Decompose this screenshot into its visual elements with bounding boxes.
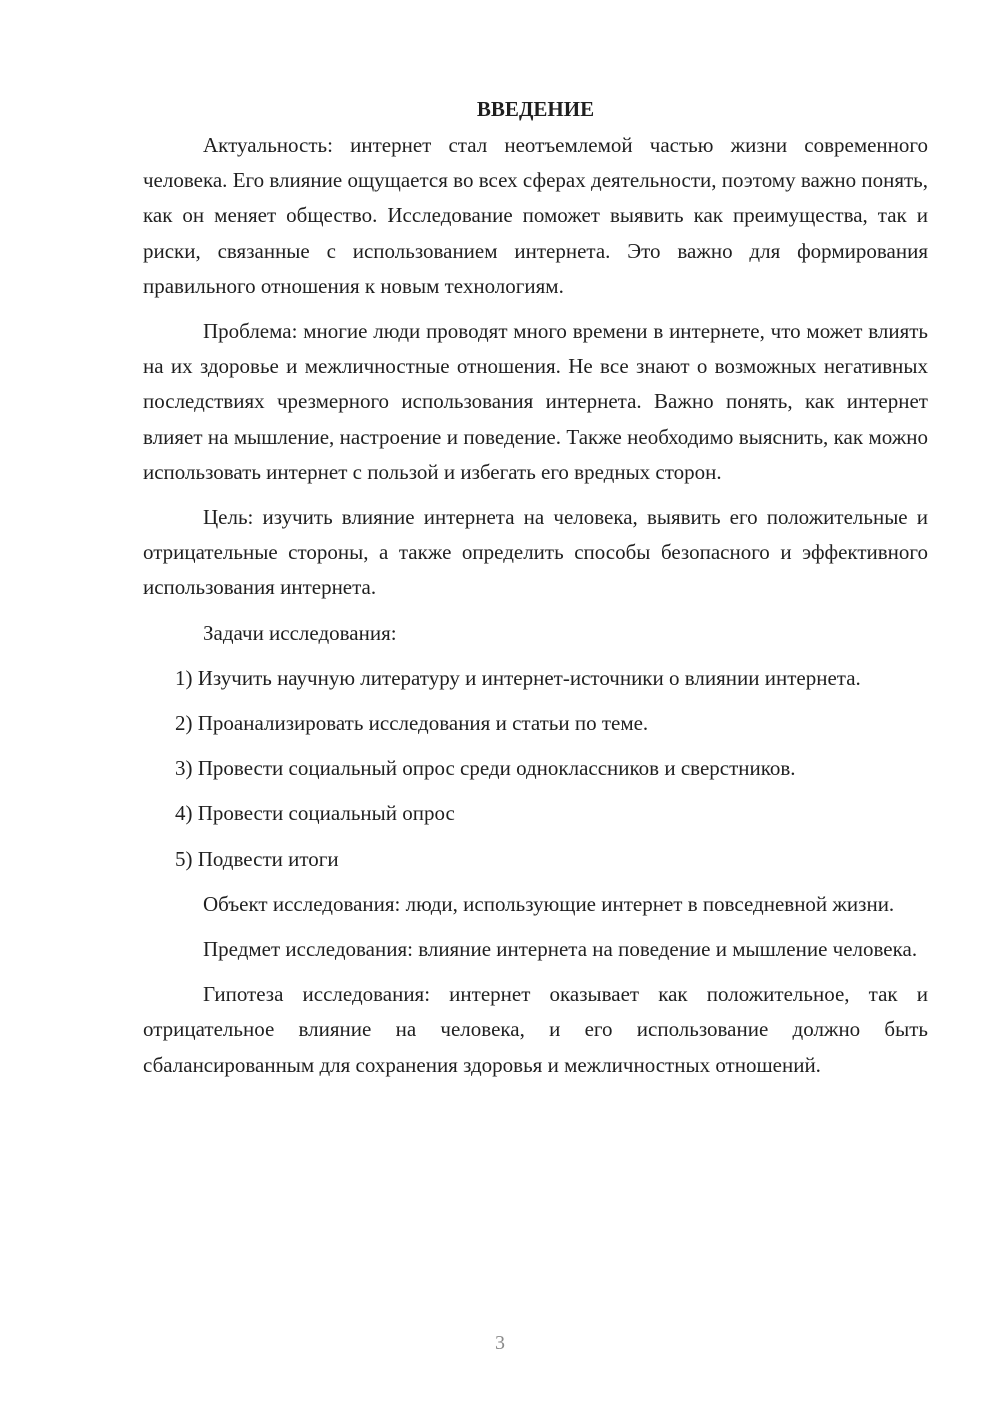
paragraph-problem: Проблема: многие люди проводят много времени в интернете, что может влиять на их здоровье и межличностные отношения. Не все знают о возможных негативных последствиях чрезмерного использования интернета. Важно понять, как интернет влияет на мышление, настроение и поведение. Также необходимо выяснить, как можно использовать интернет с пользой и избегать его вредных сторон. xyxy=(143,319,928,484)
task-item-5: 5) Подвести итоги xyxy=(175,846,339,871)
paragraph-relevance: Актуальность: интернет стал неотъемлемой частью жизни современного человека. Его влияние ощущается во всех сферах деятельности, поэтому важно понять, как он меняет общество. Исследование поможет выявить как преимущества, так и риски, связанные с использованием интернета. Это важно для формирования правильного отношения к новым технологиям. xyxy=(143,133,928,298)
task-item-2: 2) Проанализировать исследования и статьи по теме. xyxy=(175,711,649,736)
task-item-4: 4) Провести социальный опрос xyxy=(175,801,455,826)
document-page xyxy=(143,92,928,1083)
paragraph-subject: Предмет исследования: влияние интернета на поведение и мышление человека. xyxy=(203,937,918,962)
page-number: 3 xyxy=(495,1332,505,1354)
tasks-heading: Задачи исследования: xyxy=(203,620,397,645)
task-item-3: 3) Провести социальный опрос среди одноклассников и сверстников. xyxy=(175,756,796,781)
paragraph-object: Объект исследования: люди, использующие интернет в повседневной жизни. xyxy=(203,891,895,916)
section-title: ВВЕДЕНИЕ xyxy=(476,97,595,121)
paragraph-hypothesis: Гипотеза исследования: интернет оказывает как положительное, так и отрицательное влияние на человека, и его использование должно быть сбалансированным для сохранения здоровья и межличностных отношений. xyxy=(143,982,928,1077)
task-item-1: 1) Изучить научную литературу и интернет-источники о влиянии интернета. xyxy=(175,665,861,690)
paragraph-goal: Цель: изучить влияние интернета на человека, выявить его положительные и отрицательные стороны, а также определить способы безопасного и эффективного использования интернета. xyxy=(143,505,928,600)
